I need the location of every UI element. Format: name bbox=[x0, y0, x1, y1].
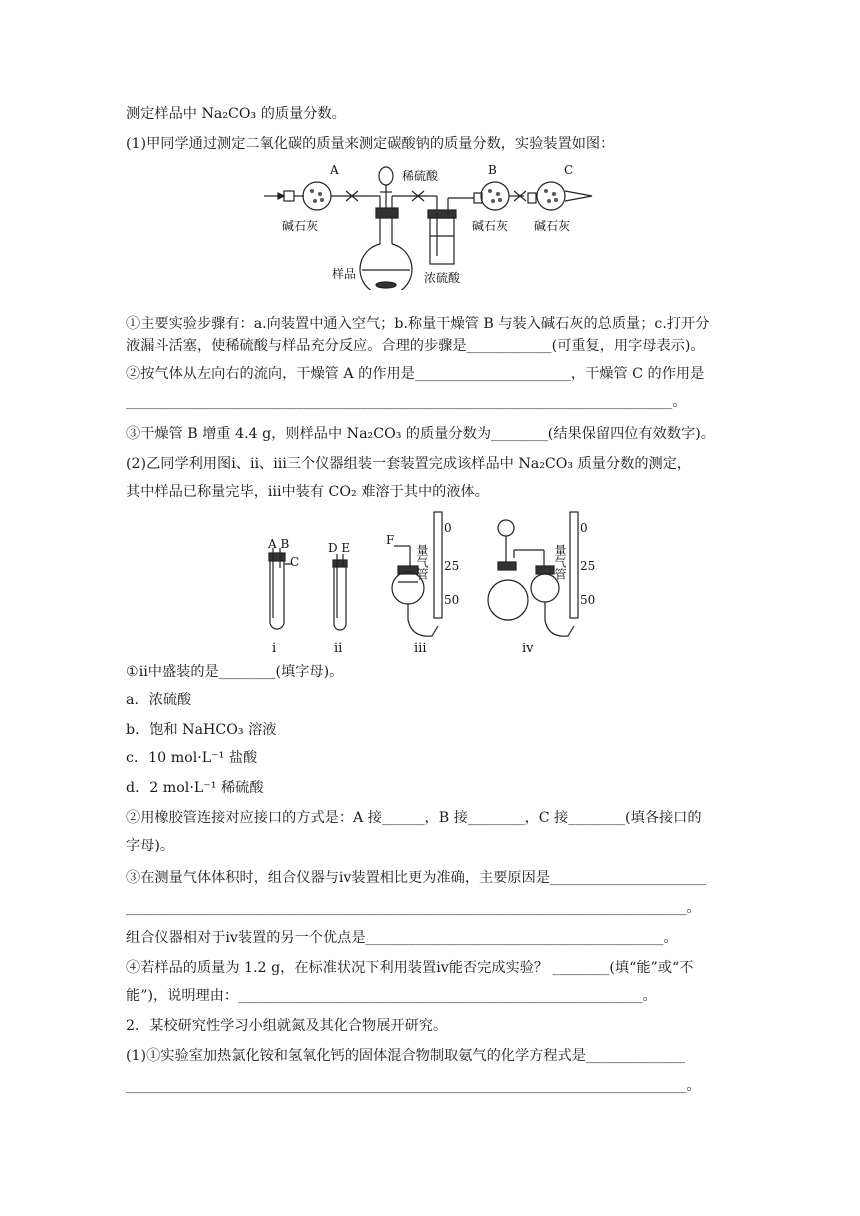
text-line: (1)甲同学通过测定二氧化碳的质量来测定碳酸钠的质量分数，实验装置如图： bbox=[126, 136, 615, 152]
flask-iv bbox=[488, 580, 528, 620]
text-line: 组合仪器相对于ⅳ装置的另一个优点是__________________________________________。 bbox=[126, 930, 678, 946]
label-a: A bbox=[330, 163, 339, 177]
text-line: d．2 mol·L⁻¹ 稀硫酸 bbox=[126, 780, 264, 796]
drying-tube-a bbox=[303, 182, 331, 210]
text-line: 字母)。 bbox=[126, 838, 175, 854]
text-line: ①ⅱ中盛装的是________(填字母)。 bbox=[126, 664, 344, 680]
label-tick-50-iv: 50 bbox=[580, 593, 596, 607]
text-line: 液漏斗活塞，使稀硫酸与样品充分反应。合理的步骤是____________(可重复，用字母表示)。 bbox=[126, 338, 705, 354]
label-tick-0: 0 bbox=[444, 521, 452, 535]
text-line: 2．某校研究性学习小组就氮及其化合物展开研究。 bbox=[126, 1018, 448, 1034]
text-line: ③干燥管 B 增重 4.4 g，则样品中 Na₂CO₃ 的质量分数为________(结果保留四位有效数字)。 bbox=[126, 426, 715, 442]
test-tube-ii bbox=[334, 560, 346, 630]
text-line: _______________________________________________________________________________。 bbox=[126, 900, 701, 916]
label-gauge-iii: 量气管 bbox=[415, 544, 429, 580]
text-line: (1)①实验室加热氯化铵和氢氧化钙的固体混合物制取氨气的化学方程式是______________ bbox=[126, 1048, 686, 1064]
apparatus-figure-2 bbox=[262, 508, 602, 658]
label-sample: 样品 bbox=[332, 267, 357, 281]
label-tube-i-ports: A B bbox=[268, 537, 290, 551]
label-conc-acid: 浓硫酸 bbox=[424, 271, 461, 285]
label-tube-ii-ports: D E bbox=[328, 541, 351, 555]
gas-burette-iv bbox=[570, 512, 578, 618]
text-line: ①主要实验步骤有：a.向装置中通入空气；b.称量干燥管 B 与装入碱石灰的总质量；c.打开分 bbox=[126, 316, 710, 332]
label-c: C bbox=[564, 163, 574, 177]
drying-tube-b bbox=[481, 182, 509, 210]
label-tick-0-iv: 0 bbox=[580, 521, 588, 535]
label-gauge-iv: 量气管 bbox=[553, 544, 567, 580]
text-line: ④若样品的质量为 1.2 g，在标准状况下利用装置ⅳ能否完成实验？ ________(填“能”或“不 bbox=[126, 960, 694, 976]
text-line: a．浓硫酸 bbox=[126, 692, 192, 708]
text-line: ②用橡胶管连接对应接口的方式是：A 接______，B 接________，C 接________(填各接口的 bbox=[126, 810, 702, 826]
text-line: _______________________________________________________________________________。 bbox=[126, 1078, 701, 1094]
text-line: b．饱和 NaHCO₃ 溶液 bbox=[126, 722, 277, 738]
arrow-icon bbox=[278, 193, 284, 199]
label-iii-f: F bbox=[386, 533, 395, 547]
caption-iii: ⅲ bbox=[414, 641, 427, 656]
caption-i: ⅰ bbox=[272, 641, 277, 656]
text-line: 测定样品中 Na₂CO₃ 的质量分数。 bbox=[126, 106, 346, 122]
text-line: 其中样品已称量完毕，ⅲ中装有 CO₂ 难溶于其中的液体。 bbox=[126, 484, 489, 500]
apparatus-figure-1 bbox=[262, 158, 602, 290]
drying-tube-c bbox=[537, 182, 565, 210]
label-tick-50: 50 bbox=[444, 593, 460, 607]
text-line: ③在测量气体体积时，组合仪器与ⅳ装置相比更为准确，主要原因是______________________ bbox=[126, 870, 707, 886]
label-tube-i-c: C bbox=[290, 555, 300, 569]
label-lime-b: 碱石灰 bbox=[472, 219, 509, 233]
text-line: (2)乙同学利用图ⅰ、ⅱ、ⅲ三个仪器组装一套装置完成该样品中 Na₂CO₃ 质量分数的测定， bbox=[126, 456, 692, 472]
text-line: _____________________________________________________________________________。 bbox=[126, 394, 687, 410]
text-line: ②按气体从左向右的流向，干燥管 A 的作用是______________________，干燥管 C 的作用是 bbox=[126, 366, 705, 382]
test-tube-i bbox=[270, 553, 284, 629]
gas-burette-iii bbox=[434, 512, 442, 618]
label-dilute-acid: 稀硫酸 bbox=[402, 169, 439, 183]
caption-ii: ⅱ bbox=[334, 641, 343, 656]
label-b: B bbox=[488, 163, 497, 177]
label-lime-c: 碱石灰 bbox=[534, 219, 571, 233]
text-line: c．10 mol·L⁻¹ 盐酸 bbox=[126, 750, 258, 766]
caption-iv: ⅳ bbox=[522, 641, 534, 656]
text-line: 能”)，说明理由：_________________________________________________________。 bbox=[126, 988, 657, 1004]
label-lime-a: 碱石灰 bbox=[282, 219, 319, 233]
label-tick-25-iv: 25 bbox=[580, 559, 596, 573]
label-tick-25: 25 bbox=[444, 559, 460, 573]
